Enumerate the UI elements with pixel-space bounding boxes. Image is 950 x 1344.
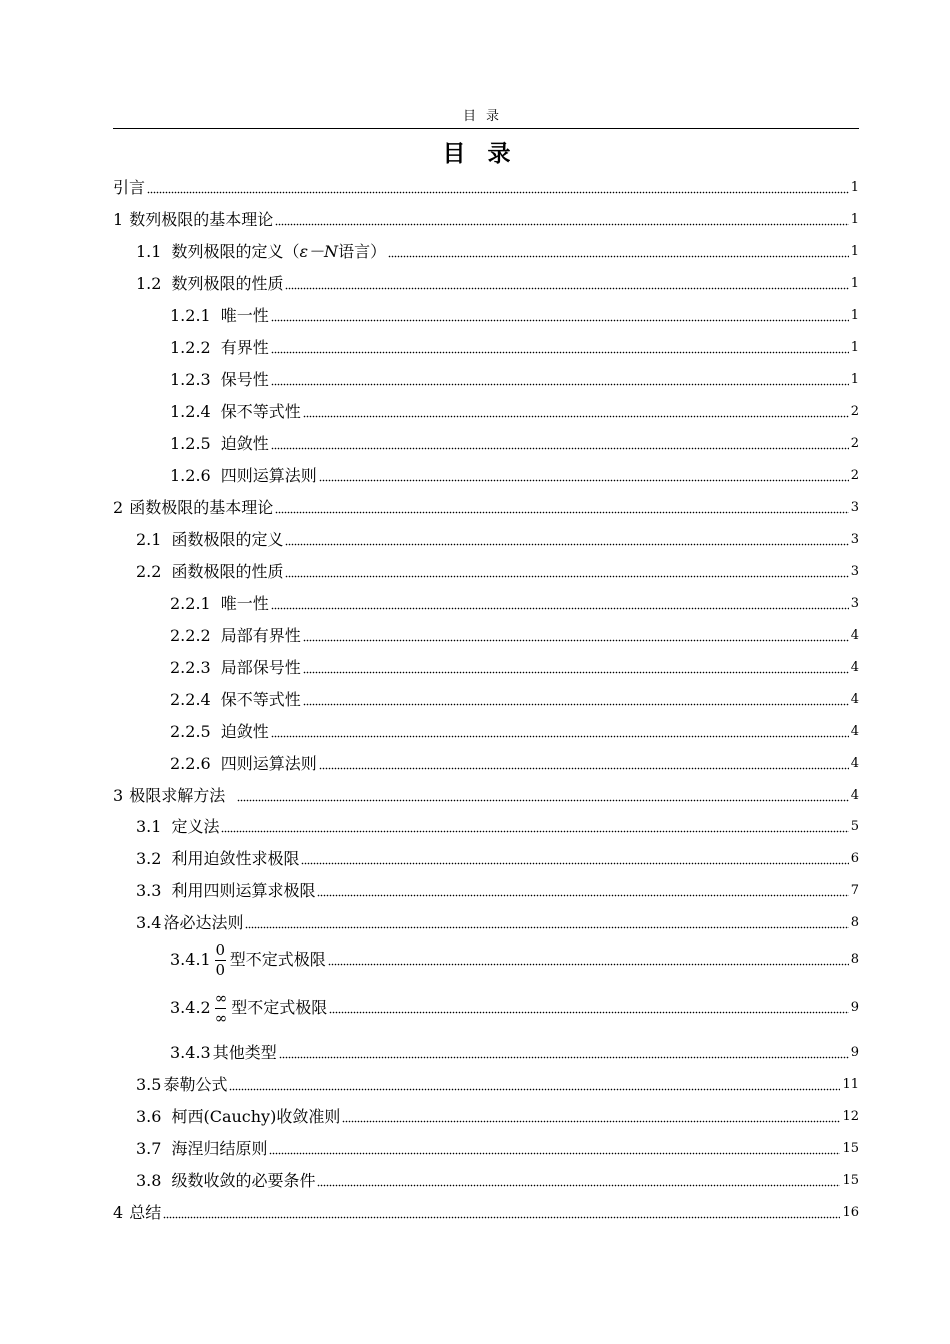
toc-number: 3.1 xyxy=(136,817,162,836)
toc-label xyxy=(136,1169,315,1193)
dot-leader xyxy=(317,879,848,903)
toc-title: 迫敛性 xyxy=(220,434,269,453)
toc-number: 3.7 xyxy=(136,1139,162,1158)
toc-label xyxy=(170,990,327,1027)
toc-label xyxy=(136,879,315,903)
toc-entry-2-2-3[interactable] xyxy=(0,656,859,680)
toc-page-number: 1 xyxy=(850,276,859,291)
toc-label xyxy=(113,496,273,520)
toc-entry-3-8[interactable] xyxy=(0,1169,859,1193)
toc-page-number: 12 xyxy=(842,1109,859,1124)
toc-number: 3.4.2 xyxy=(170,998,211,1017)
dot-leader xyxy=(388,240,849,264)
toc-number: 2.2.1 xyxy=(170,594,211,613)
toc-entry-1-2-1[interactable] xyxy=(0,304,859,328)
toc-entry-3-1[interactable] xyxy=(0,815,859,839)
toc-number: 3.3 xyxy=(136,881,162,900)
toc-entry-4[interactable] xyxy=(0,1201,859,1225)
dot-leader xyxy=(147,176,849,200)
toc-number: 1.2.6 xyxy=(170,466,211,485)
page-title: 目录 xyxy=(442,141,533,167)
dot-leader xyxy=(303,656,849,680)
toc-label xyxy=(170,368,269,392)
dot-leader xyxy=(271,368,849,392)
toc-title: 函数极限的定义 xyxy=(171,530,284,549)
toc-page-number: 1 xyxy=(850,340,859,355)
toc-page-number: 3 xyxy=(850,500,859,515)
toc-label xyxy=(113,208,273,232)
toc-title: 有界性 xyxy=(220,338,269,357)
toc-entry-3-6[interactable] xyxy=(0,1105,859,1129)
toc-number: 1.2.1 xyxy=(170,306,211,325)
toc-page-number: 8 xyxy=(850,915,859,930)
toc-entry-3-4[interactable] xyxy=(0,911,859,935)
dot-leader xyxy=(229,1073,840,1097)
toc-label xyxy=(136,272,283,296)
toc-title: 柯西(Cauchy)收敛准则 xyxy=(171,1107,341,1126)
toc-number: 1.2.2 xyxy=(170,338,211,357)
dot-leader xyxy=(245,911,848,935)
dot-leader xyxy=(303,400,849,424)
toc-entry-1-2-6[interactable] xyxy=(0,464,859,488)
toc-entry-2-2[interactable] xyxy=(0,560,859,584)
fraction-numerator: ∞ xyxy=(214,988,228,1007)
toc-title: 定义法 xyxy=(171,817,220,836)
toc-label xyxy=(136,560,283,584)
dot-leader xyxy=(275,208,849,232)
toc-label xyxy=(170,688,301,712)
toc-entry-3-3[interactable] xyxy=(0,879,859,903)
toc-entry-2-2-4[interactable] xyxy=(0,688,859,712)
toc-page-number: 4 xyxy=(850,660,859,675)
toc-page-number: 2 xyxy=(850,436,859,451)
toc-entry-3[interactable] xyxy=(0,784,859,808)
dot-leader xyxy=(271,592,849,616)
toc-label xyxy=(170,336,269,360)
toc-page-number: 4 xyxy=(850,788,859,803)
toc-number: 1.1 xyxy=(136,242,162,261)
toc-number: 2.2.2 xyxy=(170,626,211,645)
toc-page-number: 16 xyxy=(842,1205,859,1220)
toc-title: 海涅归结原则 xyxy=(171,1139,268,1158)
toc-label xyxy=(170,720,269,744)
toc-entry-1[interactable] xyxy=(0,208,859,232)
toc-label xyxy=(113,176,145,200)
fraction-zero-over-zero xyxy=(215,942,226,979)
toc-label xyxy=(170,464,317,488)
toc-label xyxy=(136,528,283,552)
toc-entry-2-2-5[interactable] xyxy=(0,720,859,744)
toc-number: 4 xyxy=(113,1203,124,1222)
toc-number: 2.2 xyxy=(136,562,162,581)
toc-entry-2-2-2[interactable] xyxy=(0,624,859,648)
toc-title: 数列极限的基本理论 xyxy=(129,210,274,229)
toc-page-number: 5 xyxy=(850,819,859,834)
toc-number: 2.2.6 xyxy=(170,754,211,773)
toc-entry-2-1[interactable] xyxy=(0,528,859,552)
toc-number: 1.2.4 xyxy=(170,402,211,421)
toc-title: 数列极限的定义（ xyxy=(171,242,300,261)
toc-number: 1.2 xyxy=(136,274,162,293)
toc-title: 数列极限的性质 xyxy=(171,274,284,293)
toc-label xyxy=(136,240,386,264)
fraction-denominator: ∞ xyxy=(214,1008,228,1027)
toc-page-number: 6 xyxy=(850,851,859,866)
toc-title: 型不定式极限 xyxy=(231,998,328,1017)
toc-label xyxy=(136,911,243,935)
fraction-numerator: 0 xyxy=(215,940,225,959)
toc-entry-3-2[interactable] xyxy=(0,847,859,871)
toc-entry-intro[interactable] xyxy=(0,176,859,200)
running-header: 目录 xyxy=(462,109,509,124)
toc-page-number: 4 xyxy=(850,692,859,707)
toc-title: 语言） xyxy=(338,242,387,261)
toc-title: 极限求解方法 xyxy=(129,786,226,805)
toc-title: 唯一性 xyxy=(220,306,269,325)
toc-number: 3.8 xyxy=(136,1171,162,1190)
toc-label xyxy=(113,1201,161,1225)
toc-title: 引言 xyxy=(113,178,146,197)
toc-number: 3 xyxy=(113,786,124,805)
toc-page-number: 1 xyxy=(850,212,859,227)
toc-title: 利用四则运算求极限 xyxy=(171,881,316,900)
toc-page-number: 3 xyxy=(850,532,859,547)
toc-page-number: 1 xyxy=(850,180,859,195)
toc-title: 保不等式性 xyxy=(220,402,301,421)
toc-title: 函数极限的性质 xyxy=(171,562,284,581)
dot-leader xyxy=(319,464,849,488)
toc-title: 四则运算法则 xyxy=(220,466,317,485)
toc-entry-1-1[interactable] xyxy=(0,240,859,264)
dot-leader xyxy=(301,847,848,871)
toc-label xyxy=(136,1105,340,1129)
toc-title: 局部有界性 xyxy=(220,626,301,645)
toc-label xyxy=(170,592,269,616)
toc-entry-1-2-2[interactable] xyxy=(0,336,859,360)
toc-number: 3.4 xyxy=(136,913,162,932)
toc-label xyxy=(170,752,317,776)
dot-leader xyxy=(163,1201,840,1225)
dot-leader xyxy=(303,688,849,712)
toc-label xyxy=(170,624,301,648)
dot-leader xyxy=(285,560,848,584)
toc-title: 保不等式性 xyxy=(220,690,301,709)
toc-entry-1-2[interactable] xyxy=(0,272,859,296)
toc-entry-3-4-3[interactable] xyxy=(0,1041,859,1065)
toc-page-number: 1 xyxy=(850,244,859,259)
toc-entry-3-4-2[interactable] xyxy=(0,988,859,1028)
toc-page-number: 4 xyxy=(850,756,859,771)
dot-leader xyxy=(279,1041,849,1065)
dot-leader xyxy=(271,336,849,360)
toc-number: 2.2.4 xyxy=(170,690,211,709)
toc-title: 型不定式极限 xyxy=(229,950,326,969)
toc-title: 迫敛性 xyxy=(220,722,269,741)
toc-entry-3-5[interactable] xyxy=(0,1073,859,1097)
toc-page-number: 15 xyxy=(842,1173,859,1188)
toc-title: 泰勒公式 xyxy=(163,1075,228,1094)
dot-leader xyxy=(275,496,849,520)
toc-title: 局部保号性 xyxy=(220,658,301,677)
toc-number: 3.4.1 xyxy=(170,950,211,969)
toc-number: 2 xyxy=(113,498,124,517)
toc-number: 2.2.3 xyxy=(170,658,211,677)
toc-label xyxy=(170,432,269,456)
dot-leader xyxy=(271,304,849,328)
toc-page-number: 3 xyxy=(850,596,859,611)
dot-leader xyxy=(221,815,848,839)
toc-page-number: 4 xyxy=(850,628,859,643)
toc-page-number: 7 xyxy=(850,883,859,898)
toc-entry-2-2-6[interactable] xyxy=(0,752,859,776)
dot-leader xyxy=(328,940,849,980)
toc-title: 唯一性 xyxy=(220,594,269,613)
toc-page-number: 2 xyxy=(850,404,859,419)
toc-entry-2[interactable] xyxy=(0,496,859,520)
toc-page-number: 8 xyxy=(850,952,859,967)
toc-title: 四则运算法则 xyxy=(220,754,317,773)
toc-number: 3.5 xyxy=(136,1075,162,1094)
toc-title: 总结 xyxy=(129,1203,162,1222)
toc-label xyxy=(113,784,235,808)
toc-label xyxy=(170,942,326,979)
toc-label xyxy=(136,815,219,839)
dot-leader xyxy=(271,432,849,456)
toc-number: 3.4.3 xyxy=(170,1043,211,1062)
toc-entry-3-4-1[interactable] xyxy=(0,940,859,980)
dot-leader xyxy=(317,1169,840,1193)
toc-label xyxy=(136,1073,227,1097)
toc-title: 函数极限的基本理论 xyxy=(129,498,274,517)
dot-leader xyxy=(271,720,849,744)
toc-page-number: 1 xyxy=(850,372,859,387)
toc-number: 1.2.5 xyxy=(170,434,211,453)
toc-label xyxy=(170,304,269,328)
toc-title: 保号性 xyxy=(220,370,269,389)
toc-label xyxy=(136,847,299,871)
toc-label xyxy=(170,1041,277,1065)
dot-leader xyxy=(342,1105,840,1129)
toc-title: 洛必达法则 xyxy=(163,913,244,932)
toc-number: 2.1 xyxy=(136,530,162,549)
toc-number: 2.2.5 xyxy=(170,722,211,741)
toc-label xyxy=(170,400,301,424)
toc-entry-1-2-5[interactable] xyxy=(0,432,859,456)
toc-page-number: 3 xyxy=(850,564,859,579)
header-rule xyxy=(113,128,859,129)
toc-number: 1 xyxy=(113,210,124,229)
toc-number: 3.6 xyxy=(136,1107,162,1126)
toc-page-number: 4 xyxy=(850,724,859,739)
dot-leader xyxy=(269,1137,840,1161)
toc-page-number: 9 xyxy=(850,1000,859,1015)
toc-page-number: 11 xyxy=(842,1077,859,1092)
math-expression: ε－N xyxy=(299,242,339,261)
toc-page-number: 2 xyxy=(850,468,859,483)
toc-label xyxy=(170,656,301,680)
toc-number: 1.2.3 xyxy=(170,370,211,389)
toc-page-number: 1 xyxy=(850,308,859,323)
toc-title: 级数收敛的必要条件 xyxy=(171,1171,316,1190)
toc-title: 利用迫敛性求极限 xyxy=(171,849,300,868)
fraction-infinity-over-infinity xyxy=(215,990,228,1027)
toc-entry-2-2-1[interactable] xyxy=(0,592,859,616)
toc-title: 其他类型 xyxy=(212,1043,277,1062)
toc-number: 3.2 xyxy=(136,849,162,868)
dot-leader xyxy=(319,752,849,776)
toc-label xyxy=(136,1137,267,1161)
dot-leader xyxy=(303,624,849,648)
toc-entry-3-7[interactable] xyxy=(0,1137,859,1161)
fraction-denominator: 0 xyxy=(215,960,225,979)
dot-leader xyxy=(237,784,849,808)
toc-page-number: 9 xyxy=(850,1045,859,1060)
toc-page-number: 15 xyxy=(842,1141,859,1156)
toc-entry-1-2-4[interactable] xyxy=(0,400,859,424)
toc-entry-1-2-3[interactable] xyxy=(0,368,859,392)
dot-leader xyxy=(285,528,848,552)
dot-leader xyxy=(329,988,848,1028)
dot-leader xyxy=(285,272,848,296)
